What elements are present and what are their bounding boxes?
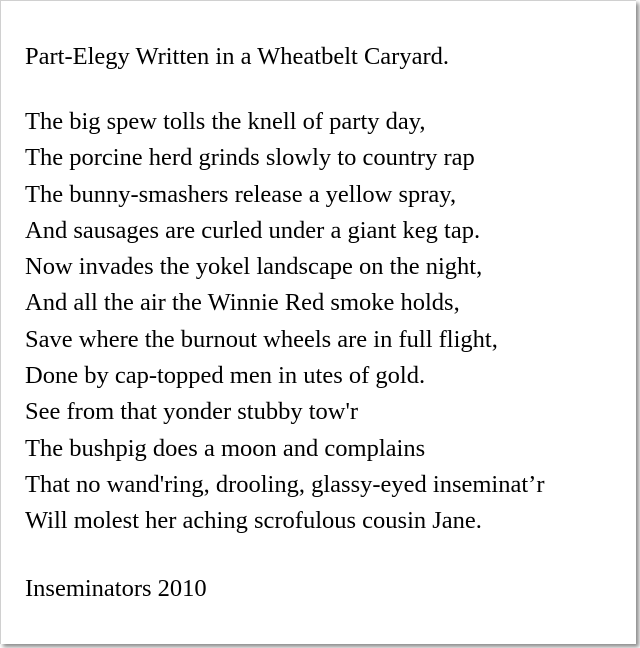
poem-line: See from that yonder stubby tow'r [25,398,359,426]
poem-content [25,40,636,606]
poem-stanza [25,104,636,540]
poem-signature: Inseminators 2010 [25,574,207,602]
poem-line: And all the air the Winnie Red smoke holds, [25,289,460,317]
poem-line: The bunny-smashers release a yellow spray, [25,180,457,208]
poem-line: Will molest her aching scrofulous cousin Jane. [25,507,482,535]
poem-title: Part-Elegy Written in a Wheatbelt Caryard. [25,43,449,70]
poem-line: And sausages are curled under a giant keg tap. [25,216,481,244]
poem-line: Done by cap-topped men in utes of gold. [25,362,426,390]
poem-line: That no wand'ring, drooling, glassy-eyed inseminat’r [25,470,545,498]
poem-line: The porcine herd grinds slowly to country rap [25,144,475,172]
poem-line: Save where the burnout wheels are in full flight, [25,325,498,353]
poem-line: The big spew tolls the knell of party day, [25,108,426,135]
poem-line: Now invades the yokel landscape on the night, [25,253,483,281]
poem-line: The bushpig does a moon and complains [25,434,426,462]
